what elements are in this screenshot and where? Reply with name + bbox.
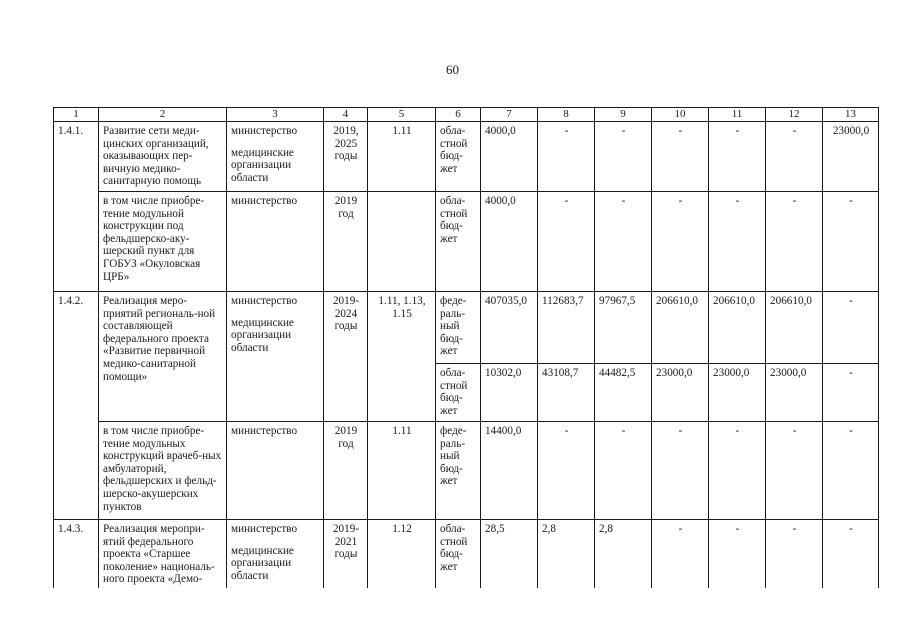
executor — [227, 122, 324, 192]
column-header: 11 — [709, 108, 766, 122]
value-2024: - — [766, 520, 823, 588]
value-2021: 44482,5 — [595, 364, 652, 422]
value-2020: 43108,7 — [538, 364, 595, 422]
value-2019: 28,5 — [481, 520, 538, 588]
value-2021: 97967,5 — [595, 292, 652, 364]
executor: министерство — [227, 422, 324, 520]
value-2025: - — [823, 422, 879, 520]
value-2023: 23000,0 — [709, 364, 766, 422]
column-header: 4 — [324, 108, 368, 122]
value-2023: - — [709, 122, 766, 192]
activity-name: Реализация меро-приятий региональ-ной составляющей федерального проекта «Развитие первичной медико-санитарной помощи» — [99, 292, 227, 422]
executor-organizations: медицинские организации области — [231, 316, 294, 354]
header-row — [54, 108, 879, 122]
value-2019: 4000,0 — [481, 122, 538, 192]
value-2024: - — [766, 122, 823, 192]
value-2025: - — [823, 292, 879, 364]
years: 2019-2024 годы — [324, 292, 368, 422]
value-2020: 112683,7 — [538, 292, 595, 364]
column-header: 9 — [595, 108, 652, 122]
executor — [227, 520, 324, 588]
budget-source: обла-стной бюд-жет — [436, 364, 481, 422]
table-row — [54, 422, 879, 520]
years: 2019 год — [324, 192, 368, 292]
value-2024: - — [766, 192, 823, 292]
program-table — [53, 107, 879, 588]
activity-name: в том числе приобре-тение модульной конструкции под фельдшерско-аку-шерский пункт для ГОБУЗ «Окуловская ЦРБ» — [99, 192, 227, 292]
targets: 1.11 — [368, 422, 436, 520]
years: 2019-2021 годы — [324, 520, 368, 588]
years: 2019, 2025 годы — [324, 122, 368, 192]
column-header: 3 — [227, 108, 324, 122]
activity-name: Реализация меропри-ятий федерального проекта «Старшее поколение» националь-ного проекта «Демо- — [99, 520, 227, 588]
value-2019: 4000,0 — [481, 192, 538, 292]
table-row — [54, 192, 879, 292]
value-2019: 10302,0 — [481, 364, 538, 422]
value-2021: - — [595, 122, 652, 192]
executor-ministry: министерство — [231, 523, 298, 535]
activity-name: в том числе приобре-тение модульных конструкций врачеб-ных амбулаторий, фельдшерских и фельд-шерско-акушерских пунктов — [99, 422, 227, 520]
column-header: 13 — [823, 108, 879, 122]
executor: министерство — [227, 192, 324, 292]
table-row — [54, 122, 879, 192]
targets: 1.11, 1.13, 1.15 — [368, 292, 436, 422]
column-header: 7 — [481, 108, 538, 122]
column-header: 6 — [436, 108, 481, 122]
table-row — [54, 292, 879, 364]
value-2021: 2,8 — [595, 520, 652, 588]
executor — [227, 292, 324, 422]
targets — [368, 192, 436, 292]
budget-source: феде-раль-ный бюд-жет — [436, 422, 481, 520]
targets: 1.11 — [368, 122, 436, 192]
budget-source: обла-стной бюд-жет — [436, 520, 481, 588]
activity-name: Развитие сети меди-цинских организаций, оказывающих пер-вичную медико-санитарную помощь — [99, 122, 227, 192]
value-2024: 23000,0 — [766, 364, 823, 422]
value-2022: 206610,0 — [652, 292, 709, 364]
value-2023: - — [709, 422, 766, 520]
budget-source: обла-стной бюд-жет — [436, 122, 481, 192]
value-2025: - — [823, 192, 879, 292]
value-2020: - — [538, 192, 595, 292]
value-2022: - — [652, 122, 709, 192]
value-2025: - — [823, 364, 879, 422]
value-2020: - — [538, 122, 595, 192]
value-2022: - — [652, 422, 709, 520]
column-header: 2 — [99, 108, 227, 122]
value-2025: - — [823, 520, 879, 588]
column-header: 8 — [538, 108, 595, 122]
executor-ministry: министерство — [231, 125, 298, 137]
value-2023: - — [709, 192, 766, 292]
row-code: 1.4.3. — [54, 520, 99, 588]
value-2021: - — [595, 422, 652, 520]
value-2022: - — [652, 192, 709, 292]
value-2022: - — [652, 520, 709, 588]
value-2020: 2,8 — [538, 520, 595, 588]
table-row — [54, 520, 879, 588]
column-header: 10 — [652, 108, 709, 122]
value-2020: - — [538, 422, 595, 520]
executor-organizations: медицинские организации области — [231, 544, 294, 582]
value-2023: 206610,0 — [709, 292, 766, 364]
budget-source: феде-раль-ный бюд-жет — [436, 292, 481, 364]
row-code: 1.4.2. — [54, 292, 99, 520]
executor-ministry: министерство — [231, 295, 298, 307]
column-header: 12 — [766, 108, 823, 122]
value-2019: 407035,0 — [481, 292, 538, 364]
value-2023: - — [709, 520, 766, 588]
column-header: 5 — [368, 108, 436, 122]
value-2019: 14400,0 — [481, 422, 538, 520]
column-header: 1 — [54, 108, 99, 122]
years: 2019 год — [324, 422, 368, 520]
page-number: 60 — [446, 62, 459, 77]
value-2022: 23000,0 — [652, 364, 709, 422]
row-code: 1.4.1. — [54, 122, 99, 292]
value-2024: - — [766, 422, 823, 520]
value-2021: - — [595, 192, 652, 292]
targets: 1.12 — [368, 520, 436, 588]
executor-organizations: медицинские организации области — [231, 146, 294, 184]
value-2025: 23000,0 — [823, 122, 879, 192]
budget-source: обла-стной бюд-жет — [436, 192, 481, 292]
value-2024: 206610,0 — [766, 292, 823, 364]
